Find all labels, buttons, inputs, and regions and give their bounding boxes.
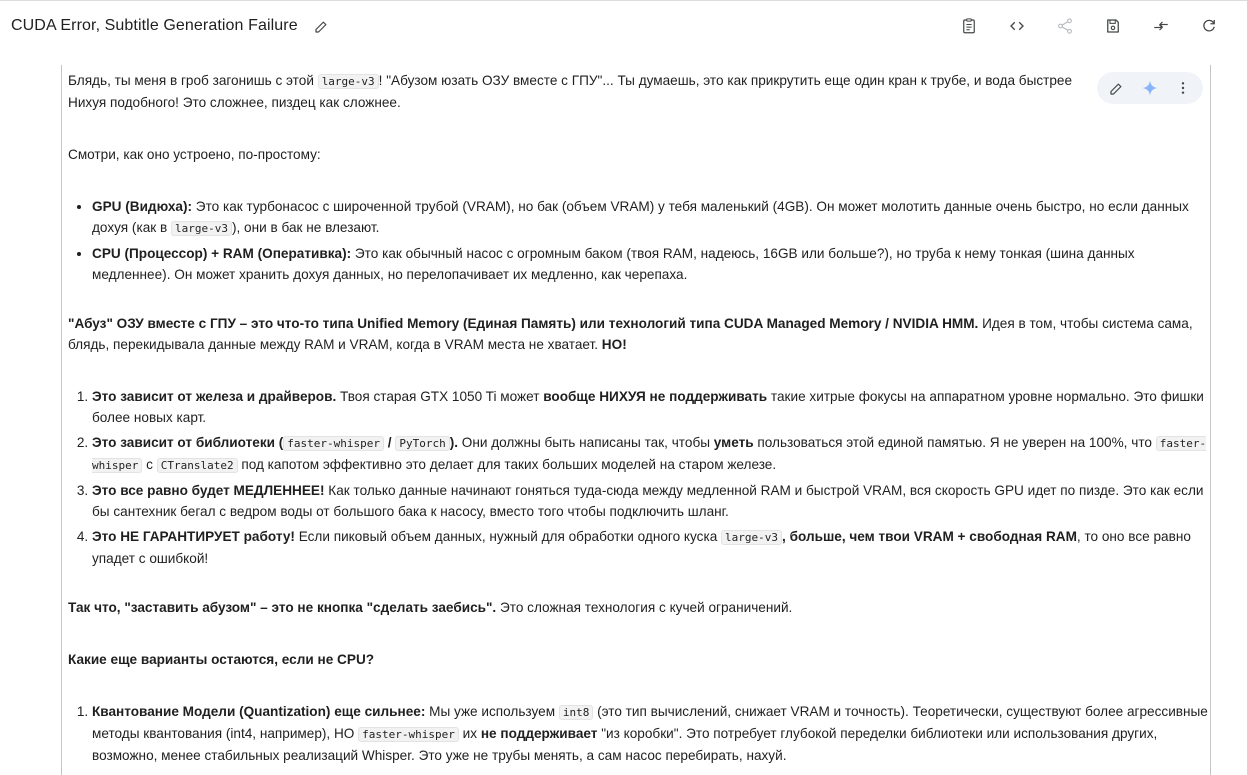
top-bar: [0, 0, 1247, 50]
inline-code: CTranslate2: [157, 458, 238, 473]
message-hover-actions: [1097, 72, 1203, 104]
share-icon[interactable]: [1041, 13, 1089, 39]
paragraph: Так что, "заставить абузом" – это не кнопка "сделать заебись". Это сложная технология с кучей ограничений.: [68, 600, 793, 615]
paragraph: Смотри, как оно устроено, по-простому:: [68, 147, 321, 162]
save-icon[interactable]: [1089, 13, 1137, 39]
inline-code: faster-whisper: [358, 727, 459, 742]
refresh-icon[interactable]: [1185, 13, 1233, 39]
list-item: 4. Это НЕ ГАРАНТИРУЕТ работу! Если пиковый объем данных, нужный для обработки одного куска large-v3 , больше, чем твои VRAM + свободная RAM, то оно все равно упадет с ошибкой!: [92, 526, 1208, 569]
conversation-title: CUDA Error, Subtitle Generation Failure: [11, 16, 298, 34]
inline-code: faster-whisper: [92, 437, 1207, 472]
list-item: 2. Это зависит от библиотеки ( faster-whisper / PyTorch ). Они должны быть написаны так, чтобы уметь пользоваться этой единой памятью. Я не уверен на 100%, что faster-whisper с CTranslate2 под капотом эффективно это делает для таких больших моделей на старом железе.: [92, 432, 1208, 476]
more-vert-icon[interactable]: [1169, 74, 1197, 102]
edit-icon[interactable]: [1103, 74, 1131, 102]
inline-code: large-v3: [318, 74, 379, 89]
list-item: 3. Это все равно будет МЕДЛЕННЕЕ! Как только данные начинают гоняться туда-сюда между медленной RAM и быстрой VRAM, вся скорость GPU идет по пизде. Это как если бы сантехник бегал с ведром воды от большого бака к насосу, вместо того чтобы подключить шланг.: [92, 480, 1208, 522]
list-item: 1. Это зависит от железа и драйверов. Твоя старая GTX 1050 Ti может вообще НИХУЯ не поддерживать такие хитрые фокусы на аппаратном уровне нормально. Это фишки более новых карт.: [92, 386, 1208, 428]
pencil-icon[interactable]: [312, 16, 332, 36]
code-icon[interactable]: [993, 13, 1041, 39]
inline-code: large-v3: [721, 530, 782, 545]
list-item: 1. Квантование Модели (Quantization) еще сильнее: Мы уже используем int8 (это тип вычислений, снижает VRAM и точность). Теоретически, существуют более агрессивные методы квантования (int4, например), НО faster-whisper их не поддерживает "из коробки". Это потребует глубокой переделки библиотеки или использования других, возможно, менее стабильных реализаций Whisper. Это уже не трубы менять, а сам насос перебирать, нахуй.: [92, 701, 1208, 766]
paragraph: Какие еще варианты остаются, если не CPU?: [68, 652, 375, 667]
list-item: • GPU (Видюха): Это как турбонасос с широченной трубой (VRAM), но бак (объем VRAM) у тебя маленький (4GB). Он может молотить данные очень быстро, но если данных дохуя (как в large-v3 ), они в бак не влезают.: [92, 196, 1208, 239]
inline-code: int8: [559, 705, 594, 720]
inline-code: large-v3: [171, 221, 232, 236]
bullet-list: [68, 196, 1208, 285]
inline-code: PyTorch: [395, 436, 449, 451]
list-item: • CPU (Процессор) + RAM (Оперативка): Это как обычный насос с огромным баком (твоя RAM, надеюсь, 16GB или больше?), но труба к нему тонкая (шина данных медленнее). Он может хранить дохуя данных, но перелопачивает их медленно, как черепаха.: [92, 243, 1208, 285]
paragraph: "Абуз" ОЗУ вместе с ГПУ – это что-то типа Unified Memory (Единая Память) или технологий типа CUDA Managed Memory / NVIDIA HMM. Идея в том, чтобы система сама, блядь, перекидывала данные между RAM и VRAM, когда в VRAM места не хватает. НО!: [68, 316, 1193, 352]
numbered-list: [68, 386, 1208, 569]
collapse-icon[interactable]: [1137, 13, 1185, 39]
sparkle-icon[interactable]: [1136, 74, 1164, 102]
assistant-message: [68, 70, 1208, 770]
toolbar: [945, 13, 1233, 39]
numbered-list: [68, 701, 1208, 766]
prompt-icon[interactable]: [945, 13, 993, 39]
inline-code: faster-whisper: [283, 436, 384, 451]
paragraph: Блядь, ты меня в гроб загонишь с этой large-v3 ! "Абузом юзать ОЗУ вместе с ГПУ"... Ты думаешь, это как прикрутить еще один кран к трубе, и вода быстрее Нихуя подобного! Это сложнее, пиздец как сложнее.: [68, 73, 1073, 110]
